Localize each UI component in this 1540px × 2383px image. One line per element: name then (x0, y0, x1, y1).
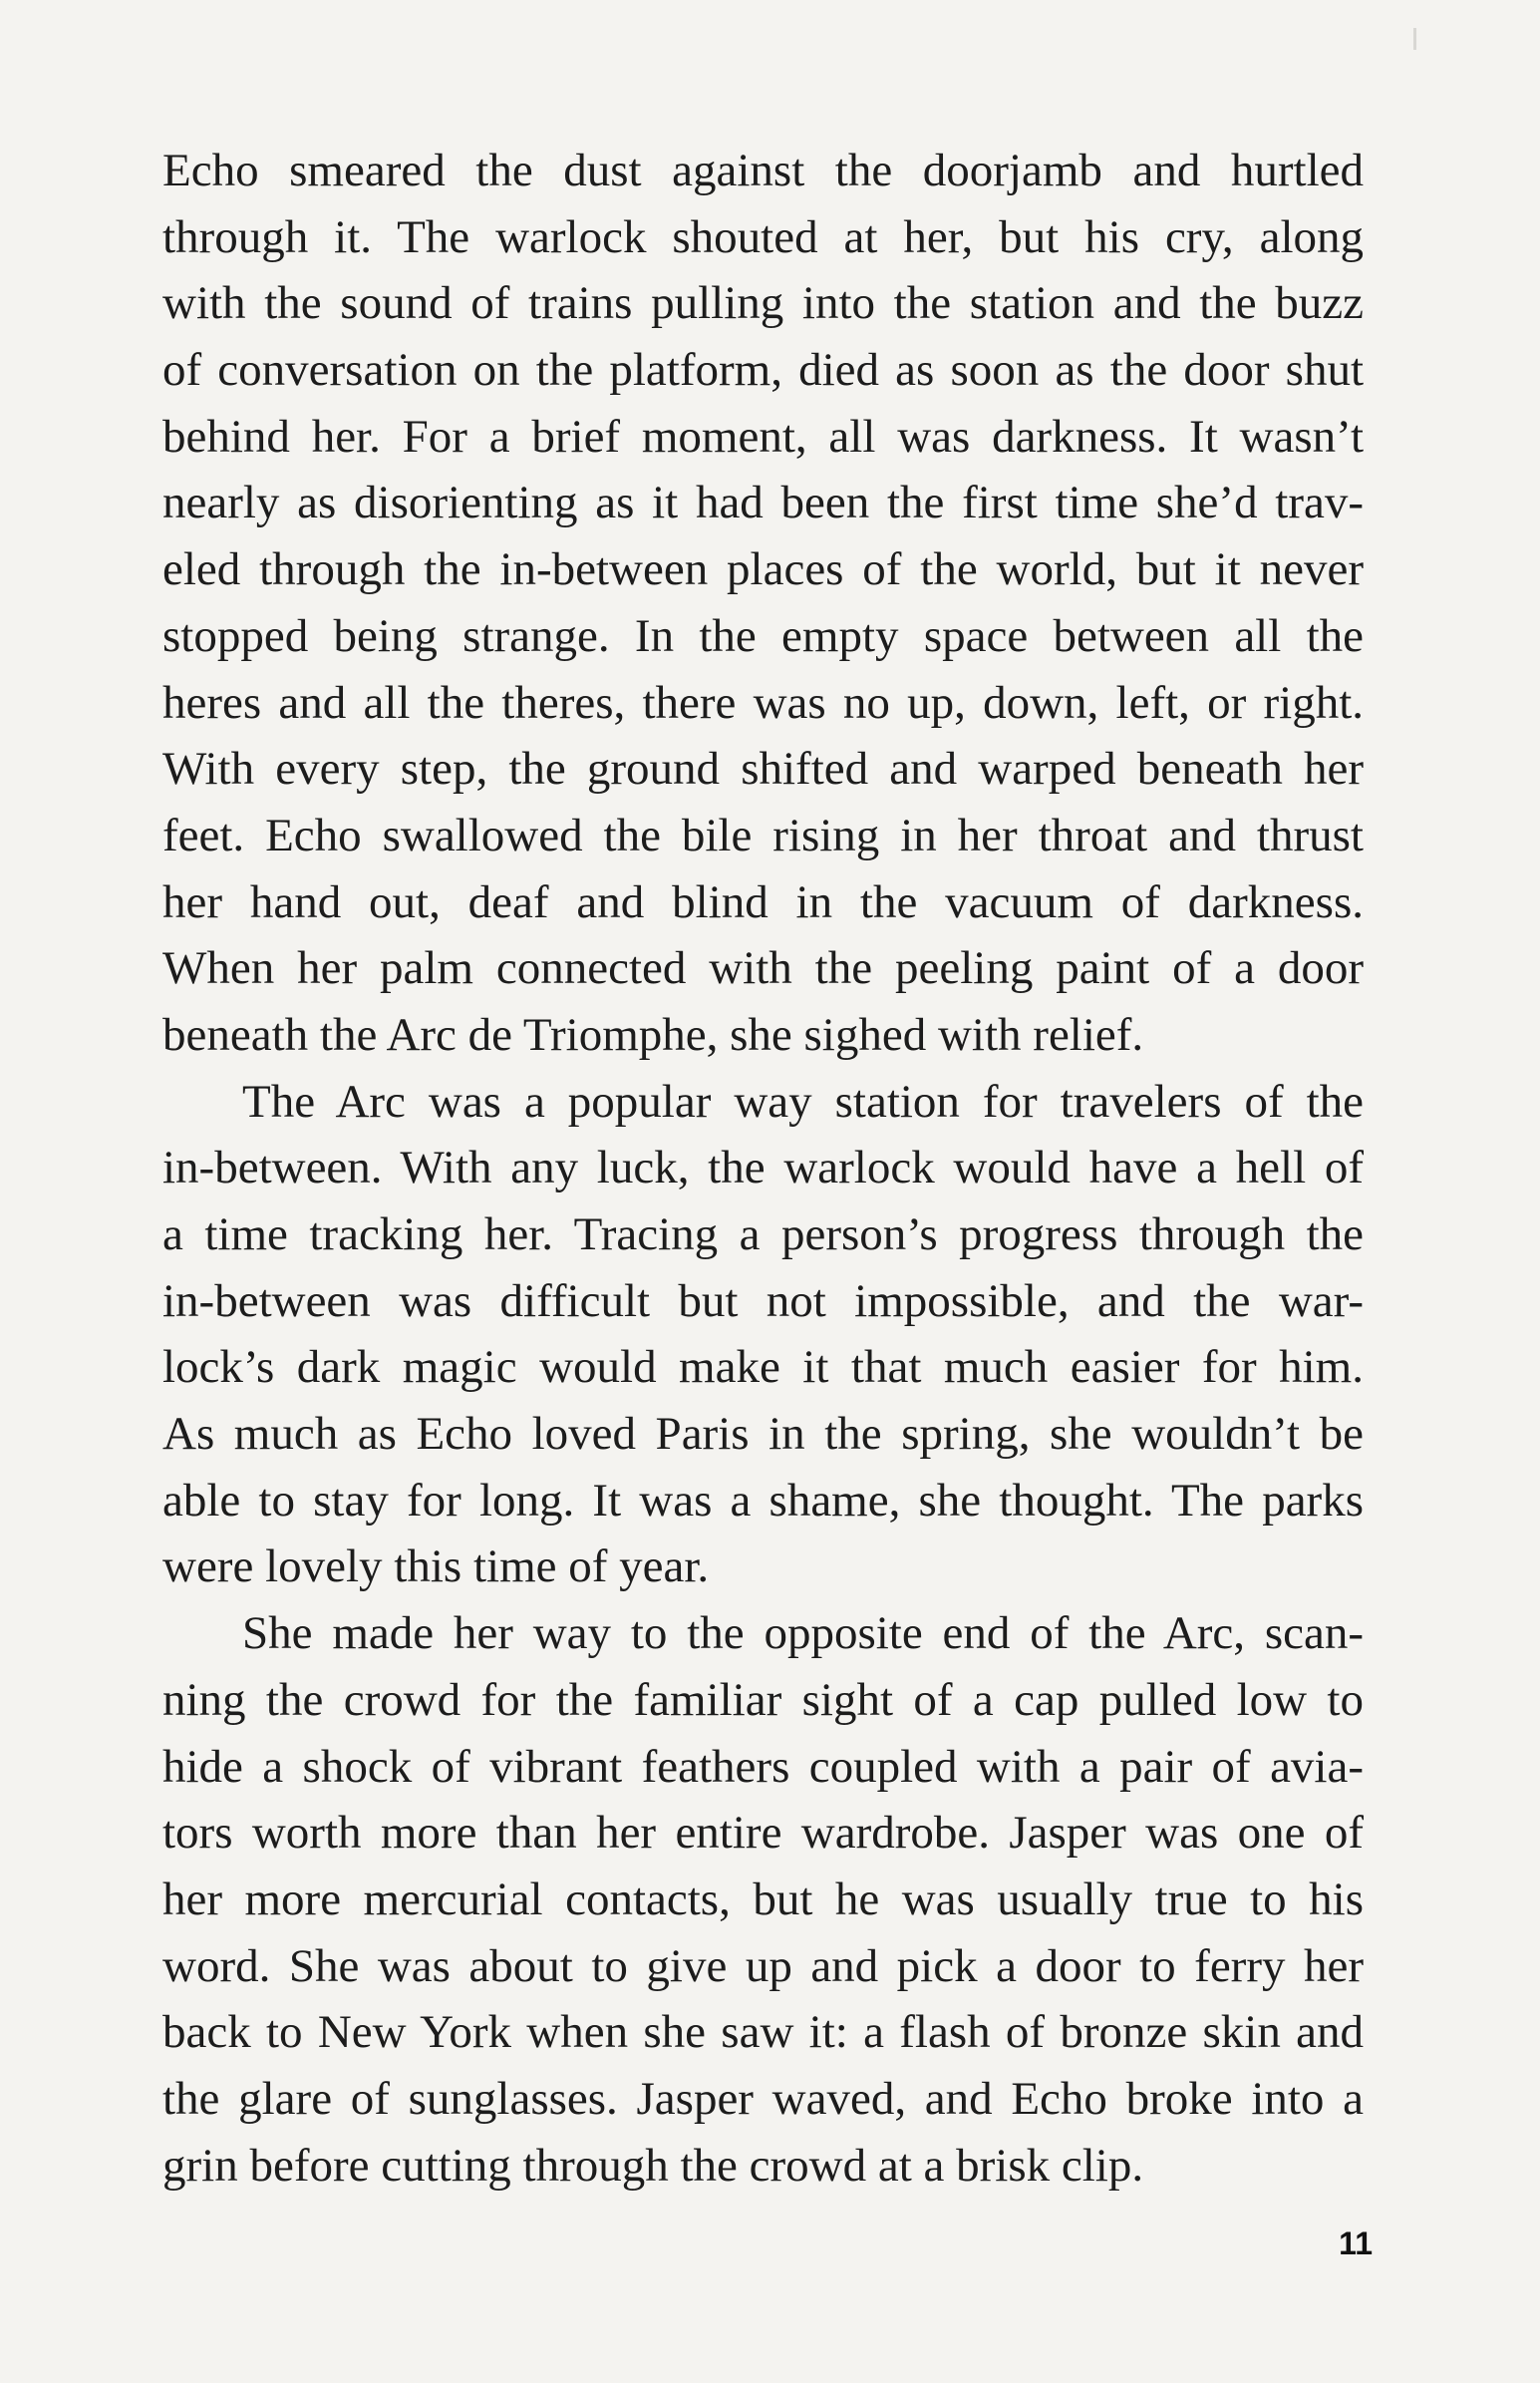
text-line: heres and all the theres, there was no up, down, left, or right. (162, 676, 1364, 729)
text-line: grin before cutting through the crowd at a brisk clip. (162, 2139, 1144, 2192)
paragraph (162, 1069, 1364, 1601)
text-line: hide a shock of vibrant feathers coupled with a pair of avia- (162, 1740, 1364, 1793)
text-line: feet. Echo swallowed the bile rising in her throat and thrust (162, 809, 1364, 861)
text-line: the glare of sunglasses. Jasper waved, and Echo broke into a (162, 2072, 1364, 2125)
text-line: nearly as disorienting as it had been the first time she’d trav- (162, 477, 1364, 529)
text-line: The Arc was a popular way station for travelers of the (242, 1075, 1364, 1128)
text-line: When her palm connected with the peeling paint of a door (162, 942, 1364, 995)
text-line: beneath the Arc de Triomphe, she sighed with relief. (162, 1008, 1144, 1061)
paragraph (162, 1600, 1364, 2199)
text-line: in-between was difficult but not impossible, and the war- (162, 1274, 1364, 1327)
text-line: Echo smeared the dust against the doorjamb and hurtled (162, 145, 1364, 196)
text-line: behind her. For a brief moment, all was darkness. It wasn’t (162, 410, 1364, 463)
text-line: a time tracking her. Tracing a person’s progress through the (162, 1208, 1364, 1260)
text-line: She made her way to the opposite end of the Arc, scan- (242, 1607, 1364, 1660)
text-line: word. She was about to give up and pick a door to ferry her (162, 1939, 1364, 1992)
text-line: back to New York when she saw it: a flash of bronze skin and (162, 2006, 1364, 2059)
text-line: able to stay for long. It was a shame, she thought. The parks (162, 1474, 1364, 1527)
text-line: With every step, the ground shifted and warped beneath her (162, 743, 1364, 796)
text-line: eled through the in-between places of the world, but it never (162, 543, 1364, 596)
text-line: stopped being strange. In the empty space between all the (162, 609, 1364, 662)
body-text (162, 138, 1364, 2199)
scan-smudge (1413, 28, 1416, 50)
text-line: through it. The warlock shouted at her, but his cry, along (162, 210, 1364, 263)
text-line: of conversation on the platform, died as soon as the door shut (162, 344, 1364, 397)
text-line: with the sound of trains pulling into the station and the buzz (162, 277, 1364, 330)
text-line: As much as Echo loved Paris in the spring, she wouldn’t be (162, 1408, 1364, 1461)
text-line: in-between. With any luck, the warlock would have a hell of (162, 1142, 1364, 1194)
page-number: 11 (1339, 2225, 1373, 2261)
text-line: ning the crowd for the familiar sight of a cap pulled low to (162, 1673, 1364, 1726)
text-line: her hand out, deaf and blind in the vacuum of darkness. (162, 875, 1364, 928)
text-line: were lovely this time of year. (162, 1540, 710, 1593)
text-line: lock’s dark magic would make it that much easier for him. (162, 1341, 1364, 1394)
text-line: tors worth more than her entire wardrobe. Jasper was one of (162, 1807, 1364, 1860)
text-line: her more mercurial contacts, but he was usually true to his (162, 1872, 1364, 1925)
paragraph (162, 138, 1364, 1069)
